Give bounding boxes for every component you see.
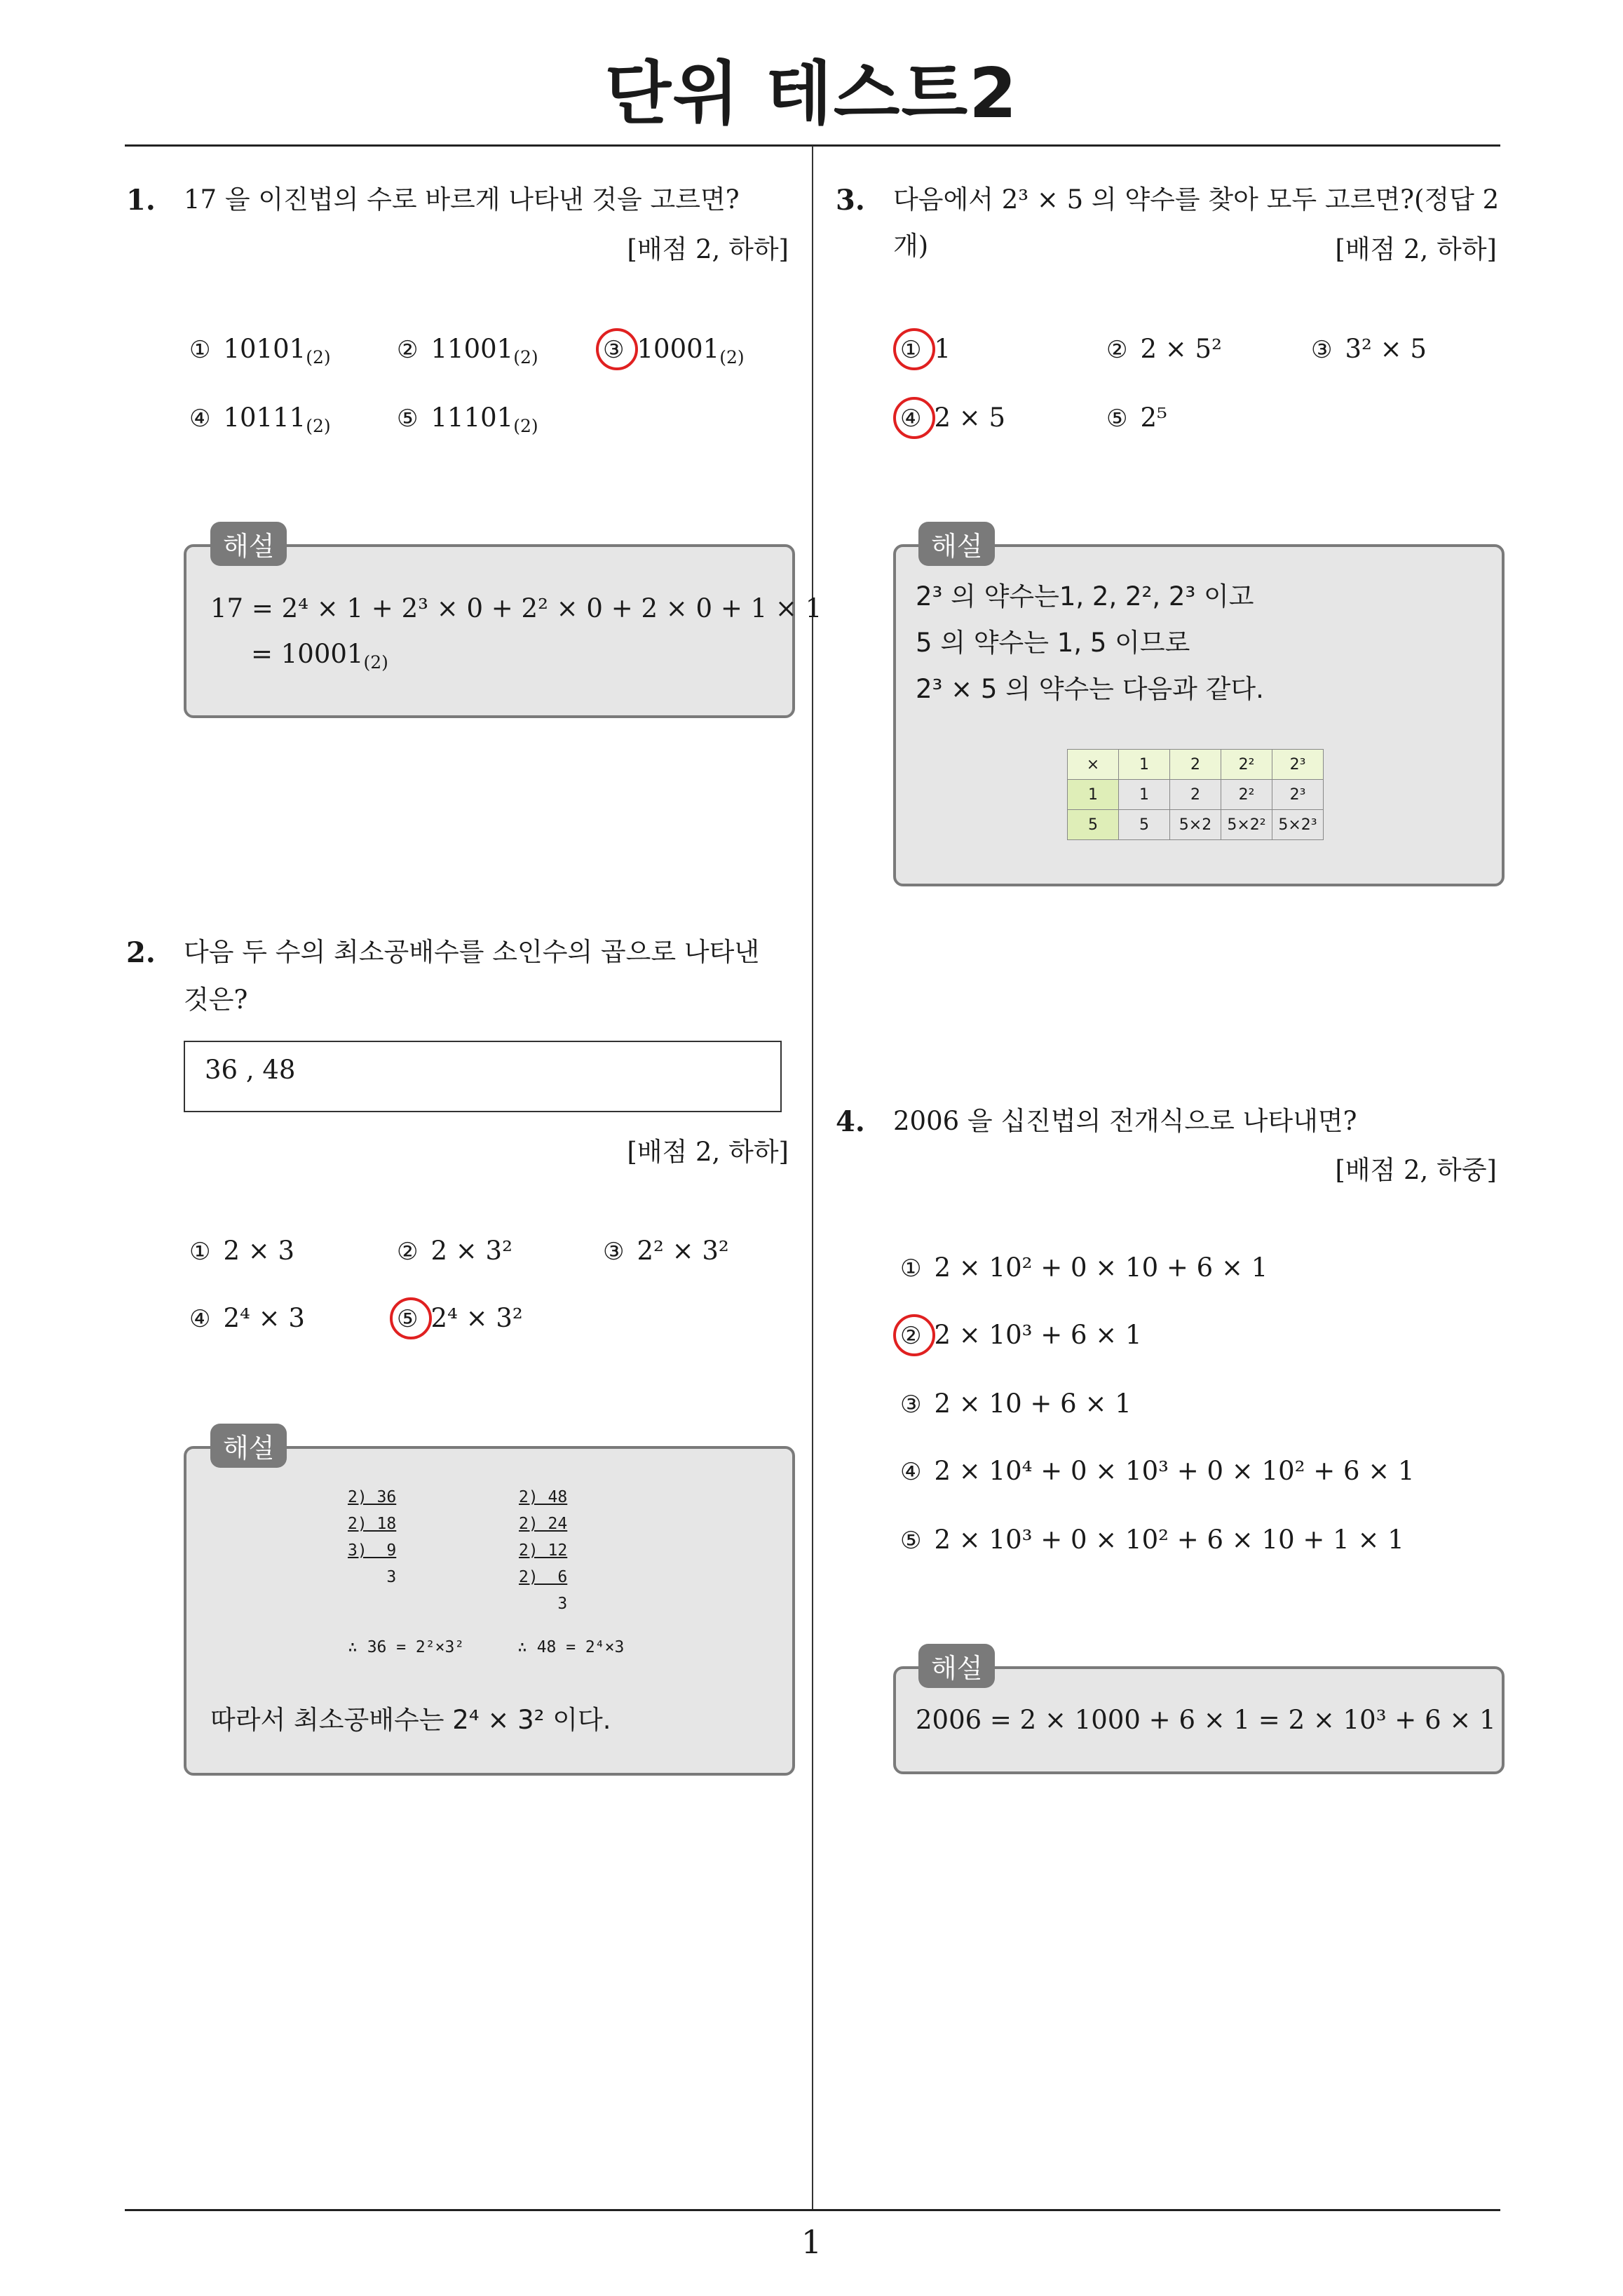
q1-option-2-base: (2) [513,347,538,367]
q3-option-3[interactable] [1311,334,1427,364]
q3-option-5-mark: ⑤ [1106,405,1128,433]
q1-option-4-base: (2) [306,416,331,436]
q1-option-5-mark: ⑤ [397,405,419,433]
q3-option-4-mark: ④ [900,405,922,433]
q2-option-4[interactable] [189,1303,305,1333]
q4-solution-tag: 해설 [918,1644,995,1688]
q1-solution-line-1: 17 = 2⁴ × 1 + 2³ × 0 + 2² × 0 + 2 × 0 + 1 × 1 [210,593,822,623]
table-row [1068,750,1324,780]
q4-option-2[interactable] [900,1320,1142,1350]
table-cell: 2³ [1272,780,1324,810]
q4-option-1-value: 2 × 10² + 0 × 10 + 6 × 1 [934,1252,1268,1283]
q2-option-1-value: 2 × 3 [223,1236,295,1266]
q3-solution-line-1: 2³ 의 약수는1, 2, 2², 2³ 이고 [916,581,1254,612]
question-3-score: [배점 2, 하하] [1335,234,1497,264]
q1-option-1-value: 10101 [223,334,306,364]
ladder-36-step-1: 2) 36 [348,1488,397,1506]
q3-option-1-mark: ① [900,336,922,364]
q1-answer-mark-icon [596,328,638,370]
q2-option-4-value: 2⁴ × 3 [223,1303,305,1333]
q2-ladder-48-result: ∴ 48 = 2⁴×3 [517,1638,625,1656]
table-cell: 5×2 [1170,810,1221,840]
page-title: 단위 테스트2 [604,54,1019,134]
q3-option-3-value: 3² × 5 [1345,334,1427,364]
question-2-text-line-1: 다음 두 수의 최소공배수를 소인수의 곱으로 나타낸 [184,937,760,967]
table-cell: 2³ [1272,750,1324,780]
q1-option-5-value: 11101 [430,403,514,433]
q2-option-4-mark: ④ [189,1305,211,1333]
q1-option-3-value: 10001 [637,334,720,364]
q1-option-1-mark: ① [189,336,211,364]
table-cell: 2 [1170,780,1221,810]
q3-option-5[interactable] [1106,403,1167,433]
question-2-number: 2. [126,936,156,969]
table-cell: 5 [1119,810,1170,840]
q1-option-4[interactable] [189,403,331,436]
table-cell: 1 [1119,750,1170,780]
table-cell: × [1068,750,1119,780]
table-cell: 1 [1119,780,1170,810]
q4-option-3-value: 2 × 10 + 6 × 1 [934,1389,1132,1419]
q3-option-1-value: 1 [934,334,951,364]
q4-option-2-mark: ② [900,1322,922,1350]
q2-option-3-value: 2² × 3² [637,1236,729,1266]
q3-option-5-value: 2⁵ [1140,403,1167,433]
ladder-48-step-1: 2) 48 [519,1488,568,1506]
q4-option-1-mark: ① [900,1255,922,1283]
q1-option-2-value: 11001 [430,334,514,364]
q1-option-1[interactable] [189,334,331,367]
q1-solution-tag: 해설 [210,522,287,566]
q1-option-2-mark: ② [397,336,419,364]
q3-option-2[interactable] [1106,334,1222,364]
question-2-score: [배점 2, 하하] [627,1137,789,1167]
q2-option-3[interactable] [603,1236,729,1266]
q3-answer-mark-1-icon [893,328,935,370]
q2-option-3-mark: ③ [603,1238,625,1266]
question-4-text: 2006 을 십진법의 전개식으로 나타내면? [893,1106,1357,1136]
q1-option-4-value: 10111 [223,403,306,433]
q3-solution-line-2: 5 의 약수는 1, 5 이므로 [916,628,1190,658]
q3-divisor-table [1067,749,1324,840]
q3-solution-line-3: 2³ × 5 의 약수는 다음과 같다. [916,674,1264,704]
table-cell: 5×2² [1221,810,1272,840]
page-number: 1 [801,2223,822,2261]
table-cell: 2 [1170,750,1221,780]
question-1-number: 1. [126,184,156,217]
q2-ladder-36-result: ∴ 36 = 2²×3² [348,1638,465,1656]
ladder-48-step-2: 2) 24 [519,1515,568,1533]
q4-option-4-value: 2 × 10⁴ + 0 × 10³ + 0 × 10² + 6 × 1 [934,1456,1415,1486]
question-4-score: [배점 2, 하중] [1335,1155,1497,1185]
q2-solution-text: 따라서 최소공배수는 2⁴ × 3² 이다. [210,1705,611,1735]
q4-option-1[interactable] [900,1252,1268,1283]
q1-option-2[interactable] [397,334,538,367]
q2-given-text: 36 , 48 [205,1055,296,1085]
q1-option-5-base: (2) [513,416,538,436]
q4-option-3-mark: ③ [900,1391,922,1419]
table-cell: 5×2³ [1272,810,1324,840]
q4-option-4[interactable] [900,1456,1415,1486]
q2-solution-tag: 해설 [210,1424,287,1468]
question-3-text-line-1: 다음에서 2³ × 5 의 약수를 찾아 모두 고르면?(정답 2 [893,184,1500,215]
ladder-36-step-3: 3) 9 [348,1541,397,1560]
q2-option-5-mark: ⑤ [397,1305,419,1333]
q3-option-2-mark: ② [1106,336,1128,364]
table-row [1068,810,1324,840]
question-1-score: [배점 2, 하하] [627,234,789,264]
q2-option-1-mark: ① [189,1238,211,1266]
q4-option-5-value: 2 × 10³ + 0 × 10² + 6 × 10 + 1 × 1 [934,1525,1404,1555]
q3-option-2-value: 2 × 5² [1140,334,1222,364]
table-cell: 2² [1221,750,1272,780]
q2-option-2-value: 2 × 3² [430,1236,512,1266]
q2-option-2-mark: ② [397,1238,419,1266]
question-3-number: 3. [836,184,865,217]
question-2-text-line-2: 것은? [184,985,248,1015]
q1-option-5[interactable] [397,403,538,436]
q1-solution-line-2-value: = 10001 [251,639,364,669]
q4-option-2-value: 2 × 10³ + 6 × 1 [934,1320,1142,1350]
bottom-rule [125,2209,1500,2211]
q3-answer-mark-4-icon [893,397,935,439]
q1-option-1-base: (2) [306,347,331,367]
table-cell: 2² [1221,780,1272,810]
question-3-text-line-2: 개) [893,231,929,261]
question-1-text: 17 을 이진법의 수로 바르게 나타낸 것을 고르면? [184,184,740,215]
q3-solution-tag: 해설 [918,522,995,566]
q2-given-box [184,1041,782,1112]
q2-answer-mark-icon [390,1297,432,1339]
q3-option-3-mark: ③ [1311,336,1333,364]
q1-solution-line-2-base: (2) [363,652,388,673]
table-cell: 5 [1068,810,1119,840]
ladder-48-step-3: 2) 12 [519,1541,568,1560]
q1-solution-line-2 [251,631,388,686]
q1-option-3-mark: ③ [603,336,625,364]
q2-ladder-48 [519,1484,567,1617]
q4-option-5[interactable] [900,1525,1404,1555]
column-divider [812,146,813,2209]
q4-answer-mark-icon [893,1314,935,1356]
q2-option-1[interactable] [189,1236,294,1266]
q4-option-5-mark: ⑤ [900,1527,922,1555]
q2-ladder-36 [348,1484,396,1591]
q2-option-2[interactable] [397,1236,512,1266]
table-row [1068,780,1324,810]
q3-option-4-value: 2 × 5 [934,403,1006,433]
ladder-36-step-4: 3 [348,1568,397,1586]
q4-option-3[interactable] [900,1389,1132,1419]
q4-option-4-mark: ④ [900,1458,922,1486]
table-cell: 1 [1068,780,1119,810]
question-4-number: 4. [836,1105,865,1138]
q1-option-4-mark: ④ [189,405,211,433]
ladder-48-step-4: 2) 6 [519,1568,568,1586]
q1-option-3-base: (2) [719,347,745,367]
ladder-48-step-5: 3 [519,1595,568,1613]
q2-option-5-value: 2⁴ × 3² [430,1303,523,1333]
ladder-36-step-2: 2) 18 [348,1515,397,1533]
q4-solution-text: 2006 = 2 × 1000 + 6 × 1 = 2 × 10³ + 6 × 1 [916,1705,1496,1735]
